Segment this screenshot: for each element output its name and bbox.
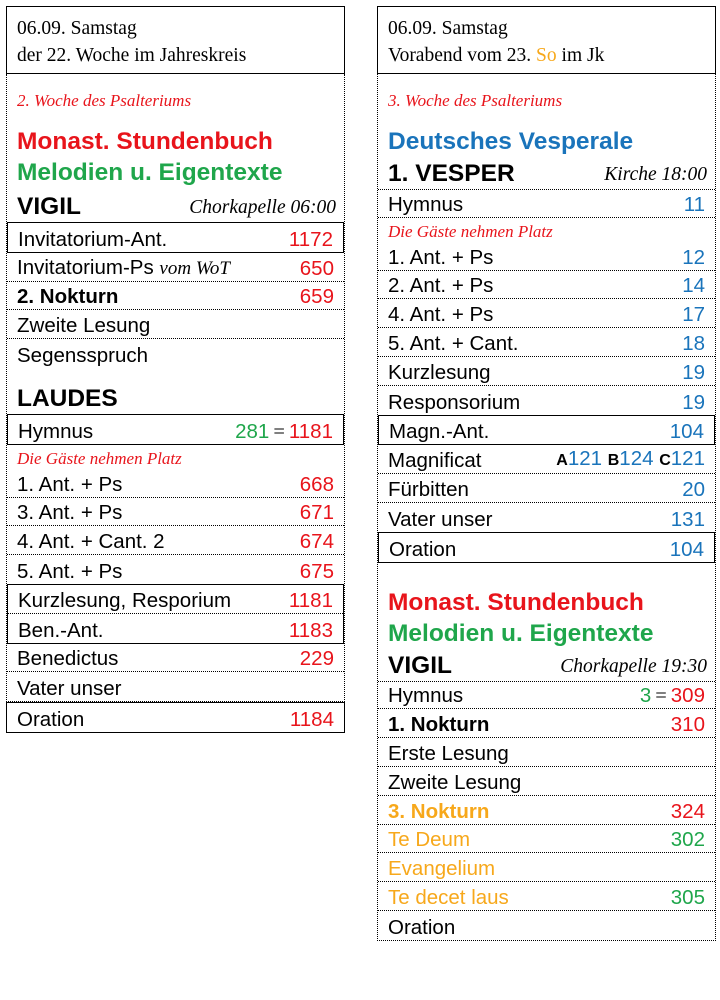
list-item: Te decet laus 305 (378, 882, 715, 911)
list-item: 1. Nokturn 310 (378, 709, 715, 738)
list-item: Magnificat A121 B124 C121 (378, 445, 715, 474)
left-date-header (6, 6, 345, 74)
list-item: Oration 1184 (17, 707, 334, 731)
guests-note: Die Gäste nehmen Platz (388, 221, 553, 241)
list-item: Vater unser (17, 677, 122, 701)
vigil-title: VIGIL (17, 193, 81, 220)
list-item: 2. Nokturn 659 (7, 282, 344, 311)
right-date-header (377, 6, 716, 74)
list-item: Fürbitten 20 (378, 474, 715, 503)
laudes-heading: LAUDES (17, 384, 118, 412)
list-item: Ben.-Ant. 1183 (18, 618, 333, 642)
left-date-line: 06.09. Samstag (17, 18, 137, 39)
list-item: 2. Ant. + Ps 14 (378, 271, 715, 300)
laudes-kurzlesung-box (7, 584, 344, 644)
right-book-melodien: Melodien u. Eigentexte (388, 619, 654, 647)
list-item: 1. Ant. + Ps 12 (378, 242, 715, 271)
laudes-oration-box (6, 702, 345, 733)
list-item: Magn.-Ant. 104 (389, 420, 704, 444)
magn-ant-box (378, 415, 715, 446)
book-deutsches-vesperale: Deutsches Vesperale (388, 128, 634, 155)
list-item: Hymnus 3 = 309 (378, 681, 715, 710)
list-item: Invitatorium-Ant. 1172 (18, 227, 333, 251)
right-book-monast-stundenbuch: Monast. Stundenbuch (388, 588, 644, 616)
list-item: 3. Ant. + Ps 671 (7, 498, 344, 527)
left-vigil-heading (7, 188, 344, 222)
right-vigil-heading: VIGIL Chorkapelle 19:30 (388, 651, 707, 679)
list-item: Invitatorium-Ps vom WoT 650 (7, 253, 344, 282)
list-item: 4. Ant. + Cant. 2 674 (7, 526, 344, 555)
list-item: 5. Ant. + Cant. 18 (378, 328, 715, 357)
list-item: Te Deum 302 (378, 825, 715, 854)
list-item: Hymnus 11 (378, 189, 715, 218)
list-item: Zweite Lesung (7, 310, 344, 339)
guests-note: Die Gäste nehmen Platz (17, 448, 182, 468)
laudes-hymnus-box (7, 414, 344, 445)
left-week-line: der 22. Woche im Jahreskreis (17, 45, 247, 66)
list-item: Kurzlesung 19 (378, 357, 715, 386)
list-item: 4. Ant. + Ps 17 (378, 299, 715, 328)
left-psalterium-week: 2. Woche des Psalteriums (17, 91, 192, 110)
list-item: Hymnus 281 = 1181 (18, 419, 333, 443)
list-item: Erste Lesung (378, 738, 715, 767)
left-column (6, 6, 345, 733)
list-item: Zweite Lesung (378, 767, 715, 796)
left-book-monast-stundenbuch: Monast. Stundenbuch (17, 128, 273, 155)
vesper-oration-box (378, 532, 715, 563)
list-item: 3. Nokturn 324 (378, 796, 715, 825)
list-item: Segensspruch (17, 343, 149, 367)
list-item: 5. Ant. + Ps 675 (17, 559, 334, 583)
vesper-heading: 1. VESPER Kirche 18:00 (388, 160, 707, 187)
list-item: Oration (388, 915, 456, 939)
list-item: Benedictus 229 (7, 644, 344, 673)
right-psalterium-week: 3. Woche des Psalteriums (388, 91, 563, 110)
vigil-invitatorium-box (7, 222, 344, 253)
list-item: Evangelium (378, 853, 715, 882)
list-item: Vater unser 131 (388, 507, 705, 531)
right-date-line: 06.09. Samstag (388, 18, 508, 39)
left-book-melodien: Melodien u. Eigentexte (17, 159, 283, 186)
right-column (377, 6, 716, 941)
list-item: 1. Ant. + Ps 668 (7, 469, 344, 498)
vigil-place-time: Chorkapelle 06:00 (189, 197, 336, 218)
right-vorabend-line: Vorabend vom 23. So im Jk (388, 45, 605, 66)
list-item: Responsorium 19 (388, 390, 705, 414)
list-item: Kurzlesung, Resporium 1181 (8, 585, 343, 614)
list-item: Oration 104 (389, 537, 704, 561)
